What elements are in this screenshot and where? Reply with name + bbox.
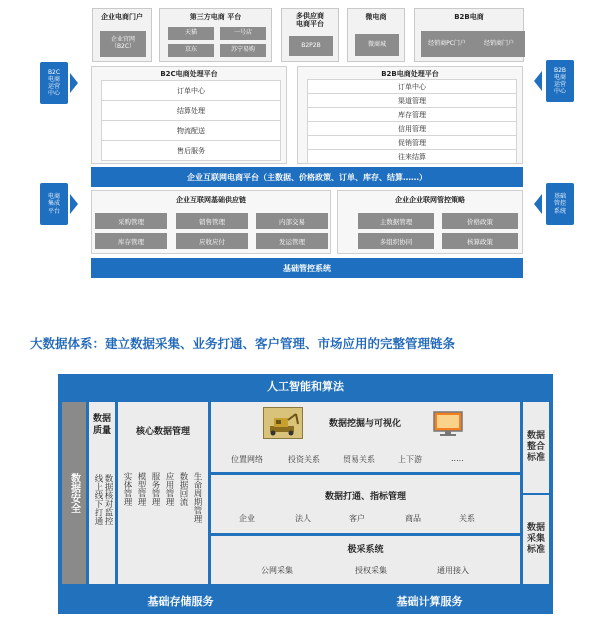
list-item: 主数据管理 [358, 213, 434, 229]
mining-item: 投资关系 [288, 455, 320, 464]
monitor-icon [433, 411, 463, 437]
list-item: 多组织协同 [358, 233, 434, 249]
panel-title: 企业企业联网管控策略 [395, 196, 465, 204]
data-quality-title: 数据质量 [93, 414, 112, 436]
b2b-ops-center-badge: B2B 电商 运营 中心 [546, 60, 574, 102]
portal-chip: B2P2B [289, 36, 333, 56]
list-item: 物流配送 [101, 120, 281, 141]
core-data-title: 核心数据管理 [135, 427, 190, 437]
collect-item: 通用接入 [437, 566, 469, 575]
core-data-item: 生命周期管理 [192, 472, 202, 523]
portal-chip: 天猫 [168, 27, 214, 40]
portal-third-party [159, 8, 272, 62]
storage-service-bar: 基础存储服务 [58, 587, 303, 614]
connect-item: 法人 [295, 514, 311, 523]
arrow-right-icon [70, 194, 78, 214]
portal-b2b [414, 8, 524, 62]
core-data-item: 实体管理 [122, 472, 132, 506]
integration-standard-column [523, 402, 549, 493]
data-quality-item: 数据核对监控 [103, 474, 113, 525]
arrow-left-icon [534, 71, 542, 91]
list-item: 发运管理 [256, 233, 328, 249]
panel-title: B2B电商处理平台 [381, 70, 439, 78]
mining-panel [211, 402, 520, 472]
portal-micro [347, 8, 405, 62]
mining-title: 数据挖掘与可视化 [329, 419, 402, 429]
list-item: 往来结算 [307, 149, 517, 164]
portal-chip: 经销商门户 [473, 31, 525, 57]
portal-title: B2B电商 [454, 13, 484, 21]
base-control-bar: 基础管控系统 [91, 258, 523, 278]
core-data-item: 应用管理 [164, 472, 174, 506]
list-item: 渠道管理 [307, 93, 517, 108]
portal-chip: 苏宁易购 [220, 44, 266, 57]
portal-multi-supplier [281, 8, 339, 62]
portal-enterprise [92, 8, 152, 62]
connect-item: 商品 [405, 514, 421, 523]
b2c-panel [91, 66, 287, 164]
portal-title: 企业电商门户 [101, 13, 143, 21]
list-item: 采购管理 [95, 213, 167, 229]
portal-chip: 经销商PC门户 [421, 31, 473, 57]
data-quality-item: 线上线下打通 [93, 474, 103, 525]
portal-chip: 京东 [168, 44, 214, 57]
data-quality-column [89, 402, 115, 584]
panel-title: 企业互联网基础供应链 [176, 196, 246, 204]
mining-item: 上下游 [398, 455, 422, 464]
connect-panel [211, 475, 520, 533]
b2b-panel [297, 66, 523, 164]
collect-title: 极采系统 [347, 545, 384, 555]
mining-item: 贸易关系 [343, 455, 375, 464]
core-data-item: 模型管理 [136, 472, 146, 506]
list-item: 销售管理 [176, 213, 248, 229]
collection-standard-label: 数据采集标准 [527, 522, 546, 556]
list-item: 结算处理 [101, 100, 281, 121]
excavator-icon [263, 407, 303, 439]
integration-standard-label: 数据整合标准 [527, 430, 546, 464]
connect-item: 客户 [349, 514, 365, 523]
collect-item: 授权采集 [355, 566, 387, 575]
connect-item: 企业 [239, 514, 255, 523]
ecom-integration-badge: 电商 集成 平台 [40, 183, 68, 225]
connect-title: 数据打通、指标管理 [324, 492, 406, 502]
panel-title: B2C电商处理平台 [160, 70, 218, 78]
supply-chain-panel [91, 190, 331, 254]
core-data-column [118, 402, 208, 584]
ecommerce-platform-bar: 企业互联网电商平台（主数据、价格政策、订单、库存、结算……） [91, 167, 523, 187]
compute-service-bar: 基础计算服务 [306, 587, 553, 614]
list-item: 信用管理 [307, 121, 517, 136]
data-security-label: 数据安全 [68, 473, 80, 513]
list-item: 价格政策 [442, 213, 518, 229]
portal-chip: 微商城 [355, 34, 399, 56]
data-security-column [62, 402, 86, 584]
arrow-left-icon [534, 194, 542, 214]
portal-chip: 一号店 [220, 27, 266, 40]
collect-panel [211, 536, 520, 584]
collection-standard-column [523, 495, 549, 584]
ai-algorithm-bar: 人工智能和算法 [58, 374, 553, 398]
list-item: 内部交易 [256, 213, 328, 229]
list-item: 核算政策 [442, 233, 518, 249]
portal-title: 第三方电商 平台 [189, 13, 242, 21]
collect-item: 公网采集 [261, 566, 293, 575]
list-item: 库存管理 [307, 107, 517, 122]
base-control-badge: 基础 管控 系统 [546, 183, 574, 225]
list-item: 售后服务 [101, 140, 281, 161]
control-strategy-panel [337, 190, 523, 254]
core-data-item: 数据回流 [178, 472, 188, 506]
mining-item: ..... [451, 454, 464, 463]
portal-title: 多供应商 电商平台 [296, 12, 324, 29]
list-item: 促销管理 [307, 135, 517, 150]
core-data-item: 服务管理 [150, 472, 160, 506]
list-item: 订单中心 [101, 80, 281, 101]
list-item: 订单中心 [307, 79, 517, 94]
portal-title: 微电商 [365, 13, 387, 21]
list-item: 库存管理 [95, 233, 167, 249]
list-item: 应收应付 [176, 233, 248, 249]
b2c-ops-center-badge: B2C 电商 运营 中心 [40, 62, 68, 104]
portal-chip: 企业官网 （B2C） [100, 31, 146, 57]
connect-item: 关系 [459, 514, 475, 523]
arrow-right-icon [70, 73, 78, 93]
mining-item: 位置网络 [231, 455, 263, 464]
headline: 大数据体系：建立数据采集、业务打通、客户管理、市场应用的完整管理链条 [30, 336, 456, 351]
